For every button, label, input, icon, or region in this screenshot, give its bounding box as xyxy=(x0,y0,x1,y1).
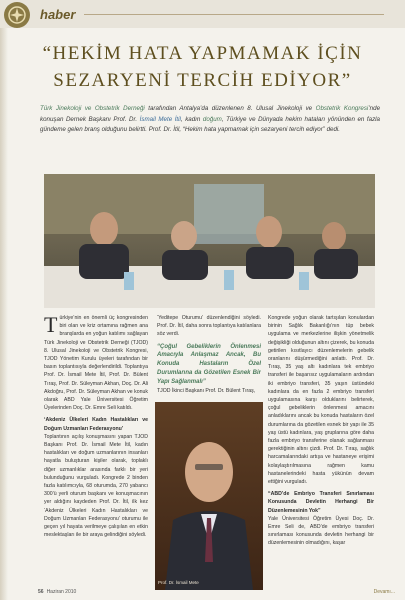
title-line-1: “HEKİM HATA YAPMAMAK İÇİN xyxy=(42,43,363,64)
section-label: haber xyxy=(40,7,76,22)
intro-text-2: ’nde konuşan Dernek Başkanı Prof. Dr. xyxy=(40,105,381,123)
page-footer xyxy=(38,589,76,595)
intro-name: İsmail Mete İtil xyxy=(139,115,181,123)
col1-paragraph-1: ürkiye’nin en önemli üç kongresinden biri olan ve kriz ortamına rağmen ana branşlarda en yoğun katılımı sağlayan Türk Jinekoloji ve Obstetrik Derneği (TJOD) 8. Ulusal Jinekoloji ve Obstetrik Kongresi, TJOD Yönetim Kurulu üyeleri tarafından bir basın toplantısıyla değerlendirildi. Toplantıya Prof. Dr. İsmail Mete İtil, Prof. Dr. Bülent Tıraş, Prof. Dr. Süleyman Akhan, Doç. Dr. Ali Akdoğru, Prof. Dr. Süleyman Akhan ve konuk olarak ABD Yale Üniversitesi Öğretim Üyelerinden Doç. Dr. Emre Seli katıldı. xyxy=(44,315,148,412)
col3-paragraph-1: Kongrede yoğun olarak tartışılan konulardan birinin Sağlık Bakanlığı’nın tüp bebek uygulama ve merkezlerine ilişkin yönetmelik değişikliği olduğunun altını çizerek, bu konuda getirilen kısıtlayıcı düzenlemelerin gebelik oranlarını düşürmediğini anlattı. Prof. Dr. Tıraş, 35 yaş altı kadınlara tek embriyo transferi ile başarısız uygulamaların ardından iki embriyo transferi, 35 yaşın üstündeki kadınlara da en fazla 2 embriyo transferi uygulamasına karşı olduklarını belirterek, çoğul gebeliklerin önlenmesi amacını anladıklarını ancak bu konuda hastaların özel durumlarına da gözetilen esnek bir yapı ile 35 yaş üstü kadınlara, yaş gruplarına göre daha fazla embriyo transferine olanak sağlanması gerektiğinin altını çizdi. Prof. Dr. Tıraş, sağlık harcamalarındaki artışa ve hastaneye erişimi kolaylaştırılmasına rağmen kamu hastanelerindeki hasta yükünün devam ettiğini vurguladı. xyxy=(268,315,374,486)
portrait-caption: Prof. Dr. İsmail Mete xyxy=(158,580,199,585)
title-line-2: SEZARYENİ TERCİH EDİYOR” xyxy=(53,70,352,91)
intro-text-4: , Türkiye ve Dünyada hekim hataları yönünden en fazla gündeme gelen branş olduğunu belirtti. Prof. Dr. İtil, “Hekim hata yapmamak için sezaryeni tercih ediyor” dedi. xyxy=(40,115,380,134)
article-title xyxy=(30,40,375,94)
intro-text-1: tarafından Antalya’da düzenlenen 8. Ulusal Jinekoloji ve xyxy=(144,105,316,112)
col1-paragraph-2: Toplantının açılış konuşmasını yapan TJOD Başkanı Prof. Dr. İsmail Mete İtil, kadın hastalıkları ve doğum uzmanlarının insanları hayatla buluşturan kişiler olarak, toplaklı diğer uzmanlıklar arasında farklı bir yeri bulunduğunu vurguladı. Kongrede 2 binden fazla katılımcıyla, 68 oturumda, 270 yabancı 300’ü yerli oturum başkanı ve konuşmacının yer aldığını kaydeden Prof. Dr. İtil, ilk kez ‘Akdeniz Ülkeleri Kadın Hastalıkları ve Doğum Uzmanları Federasyonu’ oturumu ile geçen yıl hayata verilmeye çalışılan en etkin meslektaşları ile bir araya gelindiğini söyledi. xyxy=(44,433,148,539)
intro-dogum: doğum xyxy=(202,115,222,123)
article-column-1 xyxy=(44,314,148,589)
col2-paragraph-2: TJOD İkinci Başkanı Prof. Dr. Bülent Tıraş, xyxy=(157,387,256,394)
article-column-3 xyxy=(268,314,374,589)
press-conference-photo xyxy=(44,174,375,308)
intro-text-3: , kadın xyxy=(180,115,203,123)
intro-org2: Obstetrik Kongresi xyxy=(315,105,369,112)
continued-tag: Devamı... xyxy=(373,589,395,595)
article-intro xyxy=(40,104,380,136)
col2-pull-quote: “Çoğul Gebeliklerin Önlenmesi Amacıyla Anlaşmaz Ancak, Bu Konuda Hastaların Özel Durumlarına da Gözetilen Esnek Bir Yapı Sağlanmalı” xyxy=(157,343,261,385)
article-column-2 xyxy=(157,314,261,398)
col3-paragraph-2: Yale Üniversitesi Öğretim Üyesi Doç. Dr. Emre Seli de, ABD’de embriyo transferi sınırlaması konusunda devletin herhangi bir düzenlemesinin olmadığını, kaşar xyxy=(268,515,374,547)
page-spine-shadow xyxy=(0,28,8,600)
drop-cap: T xyxy=(44,314,58,337)
col3-subheading: “ABD’de Embriyo Transferi Sınırlaması Konusunda Devletin Herhangi Bir Düzenlemesinin Yok” xyxy=(268,491,374,514)
page-number: 56 xyxy=(38,589,44,595)
section-divider xyxy=(84,14,384,15)
portrait-photo xyxy=(155,402,263,590)
magazine-logo-icon xyxy=(4,2,30,28)
col1-subheading: ‘Akdeniz Ülkeleri Kadın Hastalıkları ve Doğum Uzmanları Federasyonu’ xyxy=(44,417,148,432)
intro-org1: Türk Jinekoloji ve Obstetrik Derneği xyxy=(40,105,145,112)
col2-paragraph-1: ‘Yeditepe Oturumu’ düzenlendiğini söyledi. Prof. Dr. İtil, daha sonra toplantıya katılanlara söz verdi. xyxy=(157,315,261,338)
issue-label: Haziran 2010 xyxy=(46,589,77,595)
